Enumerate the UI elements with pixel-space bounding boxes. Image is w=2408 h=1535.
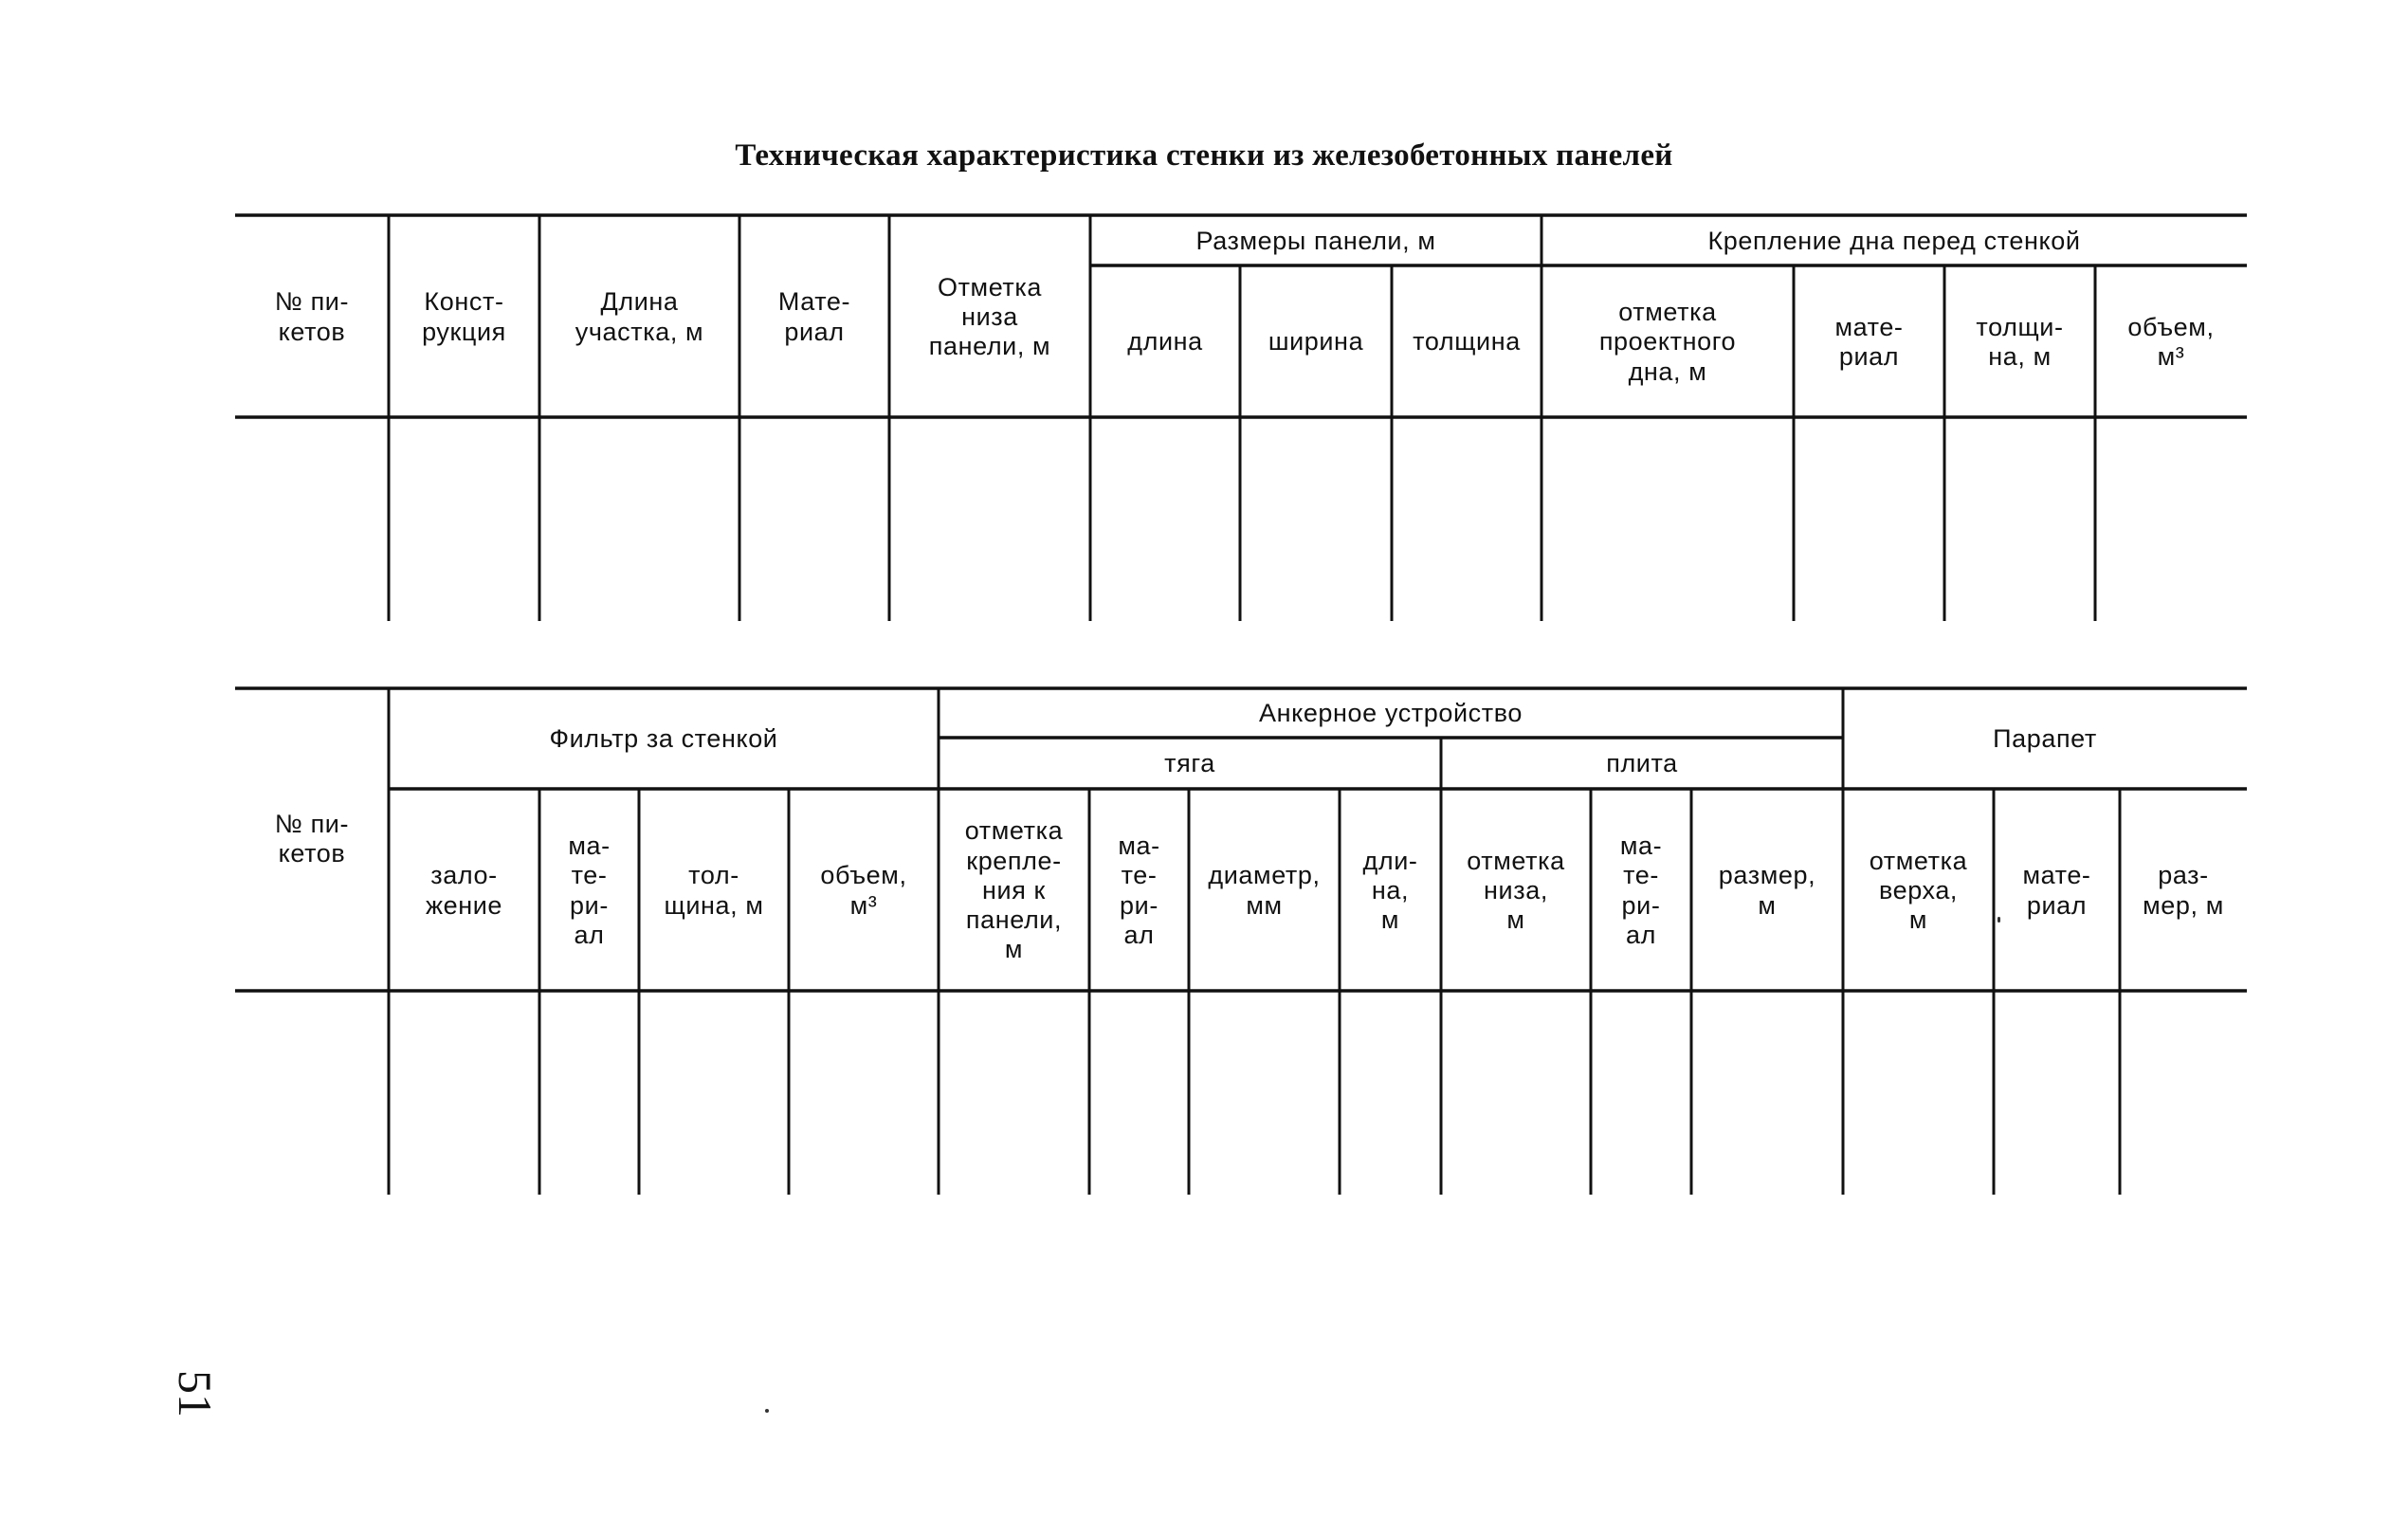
page-number: 51	[169, 1370, 222, 1417]
t2-header-rod-length: дли- на, м	[1362, 846, 1418, 935]
t1-header-panel-thickness: толщина	[1413, 327, 1521, 356]
t2-header-plate-size: размер, м	[1718, 861, 1816, 920]
t2-header-filter-material: ма- те- ри- ал	[568, 831, 611, 949]
t2-header-picket-no: № пи- кетов	[274, 809, 350, 868]
t1-header-design-bottom-mark: отметка проектного дна, м	[1598, 298, 1737, 386]
t2-header-parapet-top-mark: отметка верха, м	[1869, 846, 1968, 935]
t2-header-filter-group: Фильтр за стенкой	[549, 724, 778, 754]
scan-speck	[765, 1409, 769, 1413]
t1-header-fixing-thickness: толщи- на, м	[1976, 312, 2064, 371]
t2-header-plate-group: плита	[1606, 749, 1678, 778]
t1-header-panel-width: ширина	[1268, 327, 1364, 356]
t1-header-panel-length: длина	[1127, 327, 1203, 356]
scan-speck	[1998, 917, 2000, 923]
t2-header-filter-volume: объем, м³	[820, 861, 907, 920]
t2-header-rod-fix-mark: отметка крепле- ния к панели, м	[964, 816, 1064, 964]
t1-header-section-length: Длина участка, м	[575, 287, 704, 346]
t1-header-bottom-fixing-group: Крепление дна перед стенкой	[1707, 226, 2081, 255]
t2-header-rod-material: ма- те- ри- ал	[1118, 831, 1160, 949]
t2-header-anchor-group: Анкерное устройство	[1258, 699, 1523, 728]
t1-header-fixing-volume: объем, м³	[2127, 312, 2215, 371]
t2-header-rod-diameter: диаметр, мм	[1208, 861, 1321, 920]
t2-header-parapet-size: раз- мер, м	[2143, 861, 2224, 920]
t2-header-filter-thickness: тол- щина, м	[664, 861, 764, 920]
t1-header-fixing-material: мате- риал	[1834, 312, 1904, 371]
t1-header-picket-no: № пи- кетов	[274, 287, 350, 346]
page-title: Техническая характеристика стенки из железобетонных панелей	[735, 138, 1673, 173]
t2-header-rod-group: тяга	[1164, 749, 1215, 778]
t2-header-plate-bottom-mark: отметка низа, м	[1467, 846, 1565, 935]
t2-header-parapet-group: Парапет	[1993, 724, 2097, 754]
t1-header-bottom-mark: Отметка низа панели, м	[928, 272, 1051, 361]
t2-header-plate-material: ма- те- ри- ал	[1619, 831, 1663, 949]
t2-header-filter-laying: зало- жение	[425, 861, 503, 920]
t1-header-construction: Конст- рукция	[422, 287, 506, 346]
t1-header-material: Мате- риал	[777, 287, 851, 346]
t2-header-parapet-material: мате- риал	[2022, 861, 2091, 920]
t1-header-panel-size-group: Размеры панели, м	[1195, 226, 1436, 255]
